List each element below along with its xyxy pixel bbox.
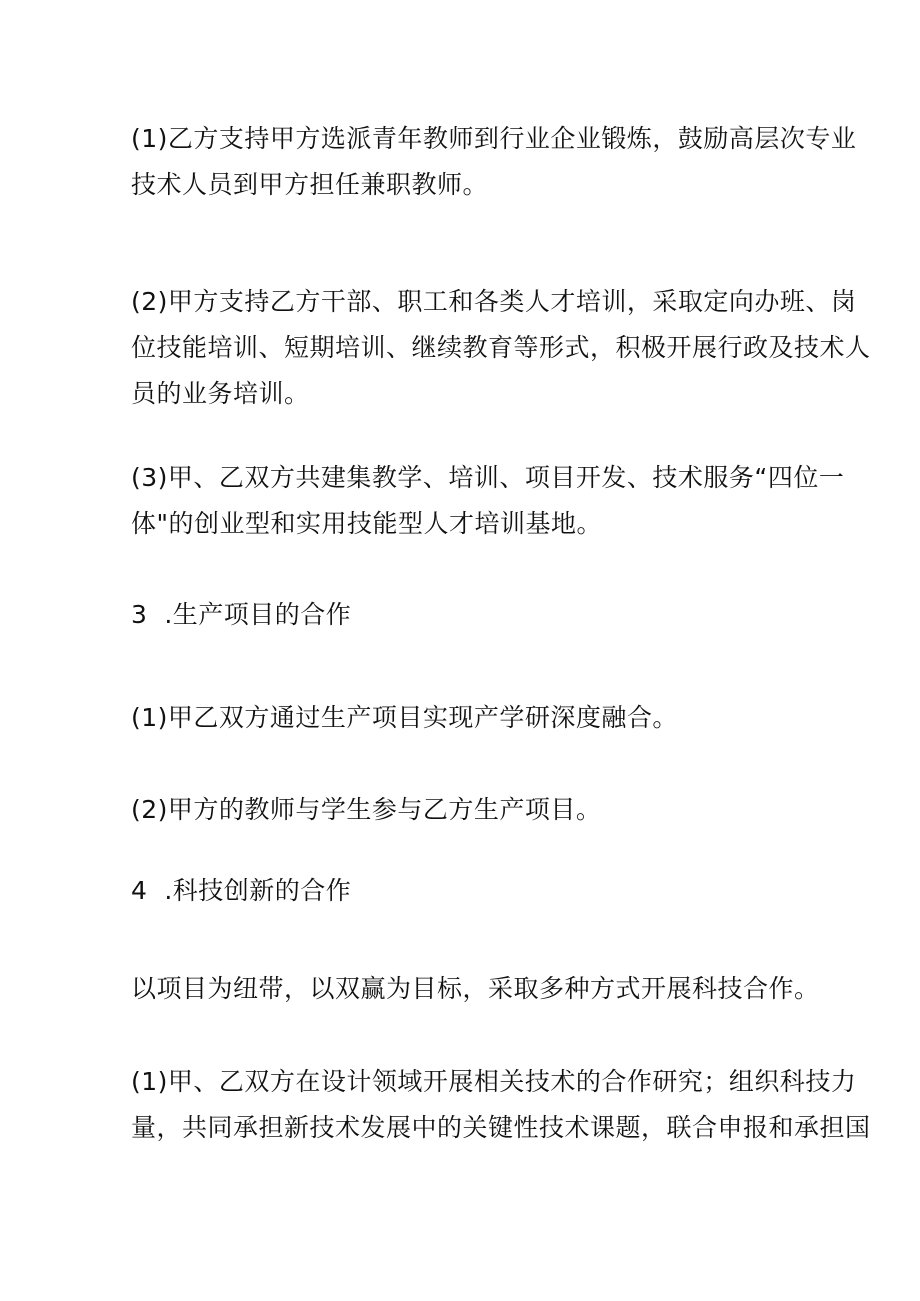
paragraph-line: (1)乙方支持甲方选派青年教师到行业企业锻炼，鼓励高层次专业 (131, 124, 857, 153)
paragraph-line: 量，共同承担新技术发展中的关键性技术课题，联合申报和承担国 (131, 1113, 871, 1142)
section-3-item-2 (131, 787, 801, 833)
paragraph-line: (1)甲、乙双方在设计领域开展相关技术的合作研究；组织科技力 (131, 1067, 857, 1096)
paragraph-3 (131, 455, 845, 547)
paragraph-line: 以项目为纽带，以双赢为目标，采取多种方式开展科技合作。 (131, 974, 820, 1003)
paragraph-line: (2)甲方支持乙方干部、职工和各类人才培训，采取定向办班、岗 (131, 287, 857, 316)
section-4-item-1 (131, 1059, 871, 1151)
paragraph-2 (131, 279, 871, 417)
section-title: .生产项目的合作 (164, 600, 352, 629)
section-heading-3 (131, 592, 801, 638)
paragraph-line: 技术人员到甲方担任兼职教师。 (131, 170, 489, 199)
paragraph-line: (3)甲、乙双方共建集教学、培训、项目开发、技术服务“四位一 (131, 463, 845, 492)
section-number: 4 (131, 876, 148, 905)
section-number: 3 (131, 600, 148, 629)
paragraph-line: (2)甲方的教师与学生参与乙方生产项目。 (131, 795, 602, 824)
section-title: .科技创新的合作 (164, 876, 352, 905)
paragraph-1 (131, 116, 857, 208)
paragraph-line: 位技能培训、短期培训、继续教育等形式，积极开展行政及技术人 (131, 333, 871, 362)
paragraph-line: 体"的创业型和实用技能型人才培训基地。 (131, 509, 603, 538)
section-4-intro (131, 966, 820, 1012)
section-3-item-1 (131, 695, 801, 741)
paragraph-line: (1)甲乙双方通过生产项目实现产学研深度融合。 (131, 703, 678, 732)
section-heading-4 (131, 868, 801, 914)
paragraph-line: 员的业务培训。 (131, 379, 310, 408)
